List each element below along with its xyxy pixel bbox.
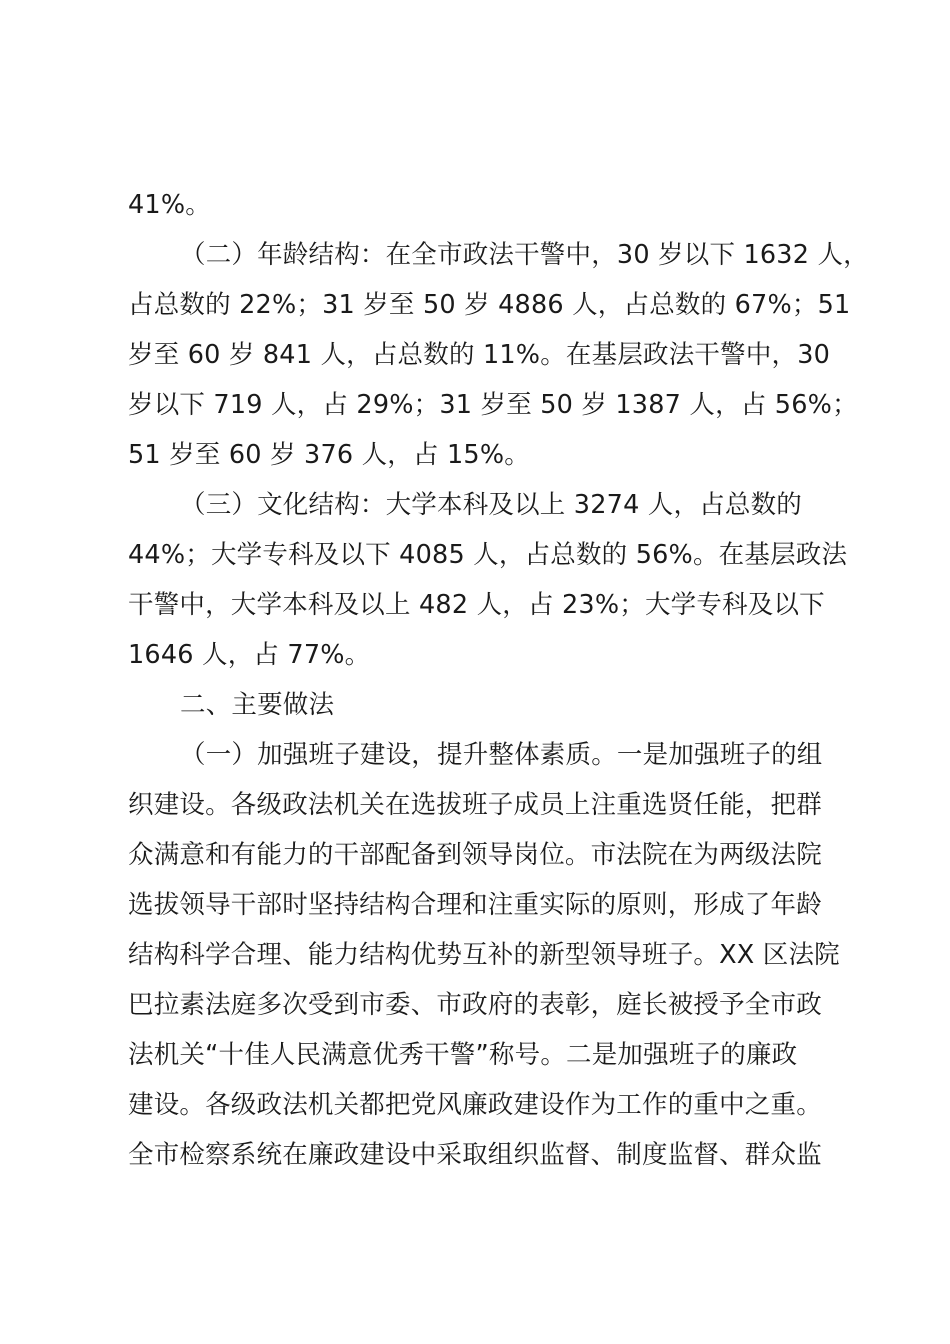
text-line: 选拔领导干部时坚持结构合理和注重实际的原则，形成了年龄 [128,890,822,920]
text-line: 建设。各级政法机关都把党风廉政建设作为工作的重中之重。 [128,1090,822,1120]
text-line: 41%。 [128,190,211,220]
text-line: 结构科学合理、能力结构优势互补的新型领导班子。XX 区法院 [128,940,840,970]
text-line: 全市检察系统在廉政建设中采取组织监督、制度监督、群众监 [128,1140,822,1170]
text-line: 法机关“十佳人民满意优秀干警”称号。二是加强班子的廉政 [128,1040,798,1070]
paragraph-education-structure: （三）文化结构：大学本科及以上 3274 人，占总数的 [180,490,803,520]
paragraph-age-structure: （二）年龄结构：在全市政法干警中，30 岁以下 1632 人， [180,240,869,270]
text-line: 巴拉素法庭多次受到市委、市政府的表彰，庭长被授予全市政 [128,990,822,1020]
text-line: 1646 人，占 77%。 [128,640,371,670]
text-line: 岁以下 719 人，占 29%；31 岁至 50 岁 1387 人，占 56%； [128,390,858,420]
text-line: 众满意和有能力的干部配备到领导岗位。市法院在为两级法院 [128,840,822,870]
text-line: 干警中，大学本科及以上 482 人，占 23%；大学专科及以下 [128,590,825,620]
text-line: 岁至 60 岁 841 人，占总数的 11%。在基层政法干警中，30 [128,340,831,370]
text-line: 织建设。各级政法机关在选拔班子成员上注重选贤任能，把群 [128,790,822,820]
text-line: 51 岁至 60 岁 376 人，占 15%。 [128,440,530,470]
text-line: 占总数的 22%；31 岁至 50 岁 4886 人，占总数的 67%；51 [128,290,851,320]
section-heading-main-practices: 二、主要做法 [180,690,335,720]
paragraph-team-building: （一）加强班子建设，提升整体素质。一是加强班子的组 [180,740,823,770]
text-line: 44%；大学专科及以下 4085 人，占总数的 56%。在基层政法 [128,540,848,570]
